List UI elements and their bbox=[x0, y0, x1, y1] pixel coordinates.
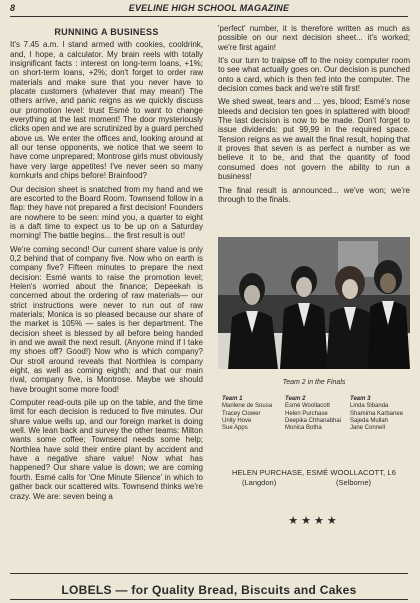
article-paragraph: 'perfect' number, it is therefore written as much as possible on our next decision sheet... it's worked; we're first again! bbox=[218, 24, 410, 52]
team-list bbox=[222, 396, 284, 432]
author-house: (Langdon) bbox=[242, 478, 277, 487]
article-authors bbox=[218, 468, 410, 488]
team-heading: Team 3 bbox=[350, 396, 371, 402]
team-member: Jane Connell bbox=[350, 425, 386, 432]
team-member: Shamima Karbanee bbox=[350, 410, 404, 417]
article-paragraph: We're coming second! Our current share value is only 0,2 behind that of company five. Now who on earth is company five? Fifteen minutes to prepare the next decision: Esmé wants to raise the promotion level; Helen's worried about the finance; Depeekah is concerned about the ordering of raw materials— our strict instructions were never to run out of raw materials; Monica is so pleased because our share of the market is 105% — sales is her department. The decision sheet is blessed by all before being handed in and we await the next result. (Anyone mind if I take my shoes off? Good!) Now who is which company? Our stroll around reveals that Northlea is company eight, as well as coming eighth; and that our main rival, company five, is Montrose. Maybe we should have brought some more food! bbox=[10, 244, 203, 394]
team-list bbox=[285, 396, 351, 432]
page-number: 8 bbox=[10, 3, 16, 13]
team-member: Deepika Chhanabhai bbox=[285, 417, 342, 424]
author-houses bbox=[218, 478, 410, 488]
team-photo bbox=[218, 237, 410, 369]
team-member: Sue Apps bbox=[222, 425, 248, 432]
footer-rule-bottom bbox=[10, 599, 408, 600]
team-member: Unity Hove bbox=[222, 417, 252, 424]
photo-caption: Team 2 in the Finals bbox=[282, 379, 346, 386]
team-member: Helen Purchase bbox=[285, 410, 328, 417]
article-paragraph: We shed sweat, tears and ... yes, blood; Esmé's nose bleeds and decision ten goes in splattered with blood! The last decision is now to be made. Don't forget to issue dividends: put 99,99 in the required space. Tension reigns as we await the final result, hoping that it proves that seven is as perfect a number as we believe it to be, and that the quantity of food consumed does not govern the ability to run a business! bbox=[218, 97, 410, 182]
team-member: Tracey Clower bbox=[222, 410, 261, 417]
team-heading: Team 2 bbox=[285, 396, 306, 402]
article-paragraph: Computer read-outs pile up on the table, and the time limit for each decision is reduced to five minutes. Our share value wells up, and our foreign market is doing well. We lean back and survey the other teams: Milton wants some coffee; Townsend needs some help; Northlea have sold their entire plant by accident and have a negative share value! Now what has happened? Our share value is down; we are coming fourth. Esmé calls for 'One Minute Silence' in which to gather back our scattered wits. Townsend thinks we're crazy. We are: seven being a bbox=[10, 398, 203, 501]
article-left-column bbox=[10, 24, 203, 505]
team-member: Sajeda Mullah bbox=[350, 417, 389, 424]
team-member: Linda Sibanda bbox=[350, 403, 389, 410]
article-paragraph: It's our turn to traipse off to the noisy computer room to see what actually goes on. Our decision is punched onto a card, which is then fed into the computer. The decision comes back and we're still first! bbox=[218, 56, 410, 94]
page-header bbox=[10, 3, 408, 17]
footer-advert: LOBELS — for Quality Bread, Biscuits and Cakes bbox=[61, 583, 357, 597]
team-list bbox=[350, 396, 412, 432]
team-member: Monica Botha bbox=[285, 425, 322, 432]
article-paragraph: It's 7.45 a.m. I stand armed with cookies, cooldrink, and, I hope, a calculator. My brain reels with totally insignificant facts : interest on long-term loans, +1%; on short-term loans, +2%; don't forget to order raw materials and make sure that you never have to placate customers (whatever that may mean!) The others arrive, and panic reigns as we quickly discuss our promotion level: trust Esmé to want to change everything at the last moment! The door mysteriously clicks open and we are scrutinized by a guard perched above us. We enter the offices and, looking around at all our tense opponents, we notice that we seem to have come unprepared; Montrose girls must obviously have very large appetites! I've never seen so many kornkurls and chips before! Brainfood? bbox=[10, 40, 203, 181]
team-member: Esmé Woollacott bbox=[285, 403, 330, 410]
footer-rule-top bbox=[10, 573, 408, 574]
magazine-title: EVELINE HIGH SCHOOL MAGAZINE bbox=[128, 3, 290, 13]
article-right-column bbox=[218, 24, 410, 208]
author-names: HELEN PURCHASE, ESMÉ WOOLLACOTT, L6 bbox=[232, 468, 396, 477]
article-paragraph: Our decision sheet is snatched from my hand and we are escorted to the Board Room. Townsend follow in a flap: they have not prepared a first decision! Founders are nowhere to be seen: mind you, a quarter to eight is a daft time to expect us to be up on a Saturday morning! The battle begins... the first result is out! bbox=[10, 184, 203, 241]
team-heading: Team 1 bbox=[222, 396, 243, 402]
article-paragraph: The final result is announced... we've won; we're through to the finals. bbox=[218, 185, 410, 204]
team-member: Marilene de Sousa bbox=[222, 403, 273, 410]
article-title: RUNNING A BUSINESS bbox=[54, 27, 159, 37]
header-rule bbox=[10, 16, 408, 17]
author-house: (Selborne) bbox=[336, 478, 372, 487]
star-ornament: ★★★★ bbox=[288, 515, 340, 527]
